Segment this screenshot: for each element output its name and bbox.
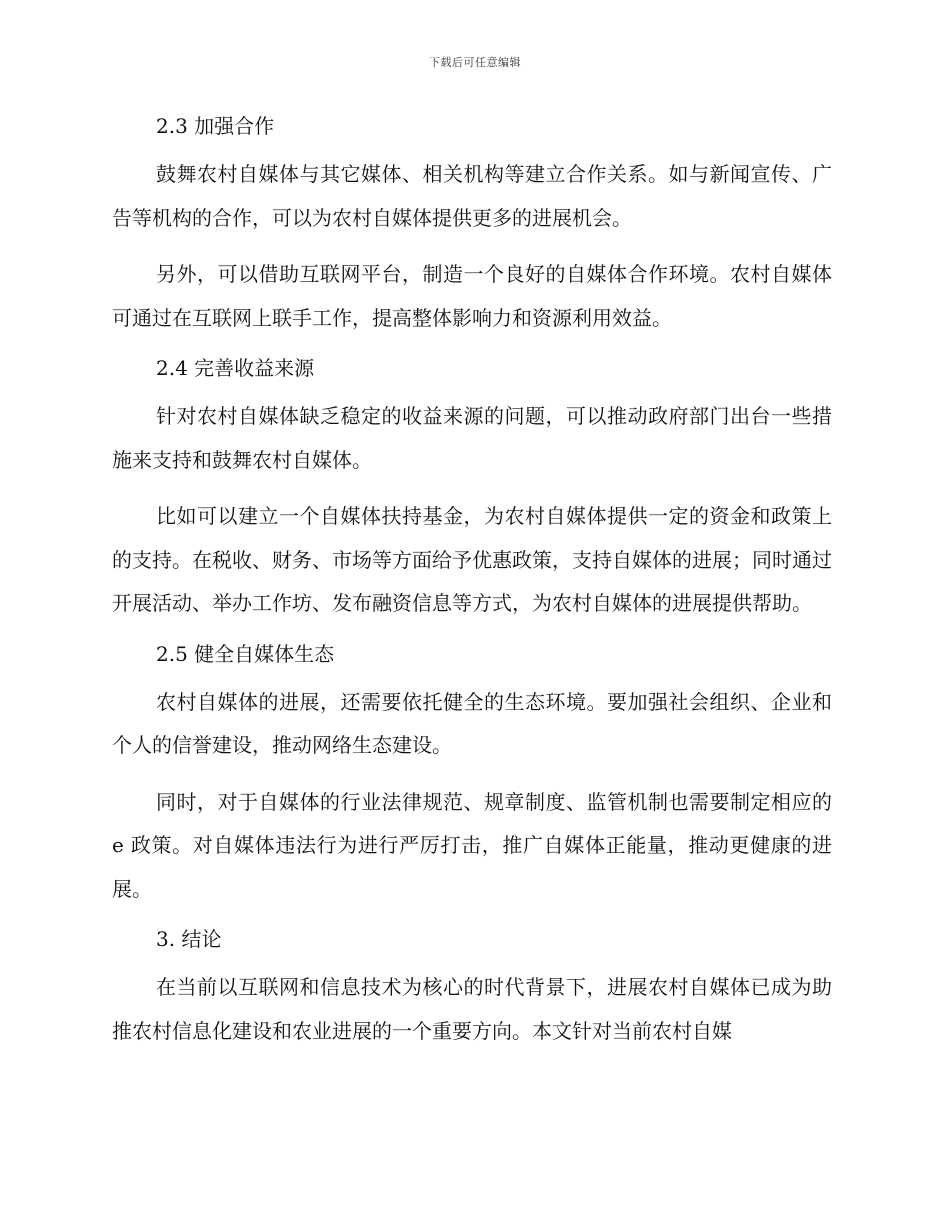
paragraph: 另外，可以借助互联网平台，制造一个良好的自媒体合作环境。农村自媒体可通过在互联网上联手工作，提高整体影响力和资源利用效益。 xyxy=(112,262,832,330)
paragraph: 农村自媒体的进展，还需要依托健全的生态环境。要加强社会组织、企业和个人的信誉建设，推动网络生态建设。 xyxy=(112,689,832,757)
paragraph: 鼓舞农村自媒体与其它媒体、相关机构等建立合作关系。如与新闻宣传、广告等机构的合作，可以为农村自媒体提供更多的进展机会。 xyxy=(112,162,832,230)
paragraph: 在当前以互联网和信息技术为核心的时代背景下，进展农村自媒体已成为助推农村信息化建设和农业进展的一个重要方向。本文针对当前农村自媒 xyxy=(112,975,832,1043)
section-heading-2-3: 2.3 加强合作 xyxy=(156,114,275,138)
document-body xyxy=(112,110,832,1053)
paragraph: 针对农村自媒体缺乏稳定的收益来源的问题，可以推动政府部门出台一些措施来支持和鼓舞农村自媒体。 xyxy=(112,404,832,472)
paragraph: 比如可以建立一个自媒体扶持基金，为农村自媒体提供一定的资金和政策上的支持。在税收、财务、市场等方面给予优惠政策，支持自媒体的进展；同时通过开展活动、举办工作坊、发布融资信息等方式，为农村自媒体的进展提供帮助。 xyxy=(112,504,832,615)
section-heading-2-5: 2.5 健全自媒体生态 xyxy=(156,641,335,666)
section-heading-conclusion: 3. 结论 xyxy=(156,927,222,951)
paragraph: 同时，对于自媒体的行业法律规范、规章制度、监管机制也需要制定相应的 e 政策。对自媒体违法行为进行严厉打击，推广自媒体正能量，推动更健康的进展。 xyxy=(112,789,832,901)
section-heading-2-4: 2.4 完善收益来源 xyxy=(156,356,315,380)
page-header: 下载后可任意编辑 xyxy=(429,56,521,69)
